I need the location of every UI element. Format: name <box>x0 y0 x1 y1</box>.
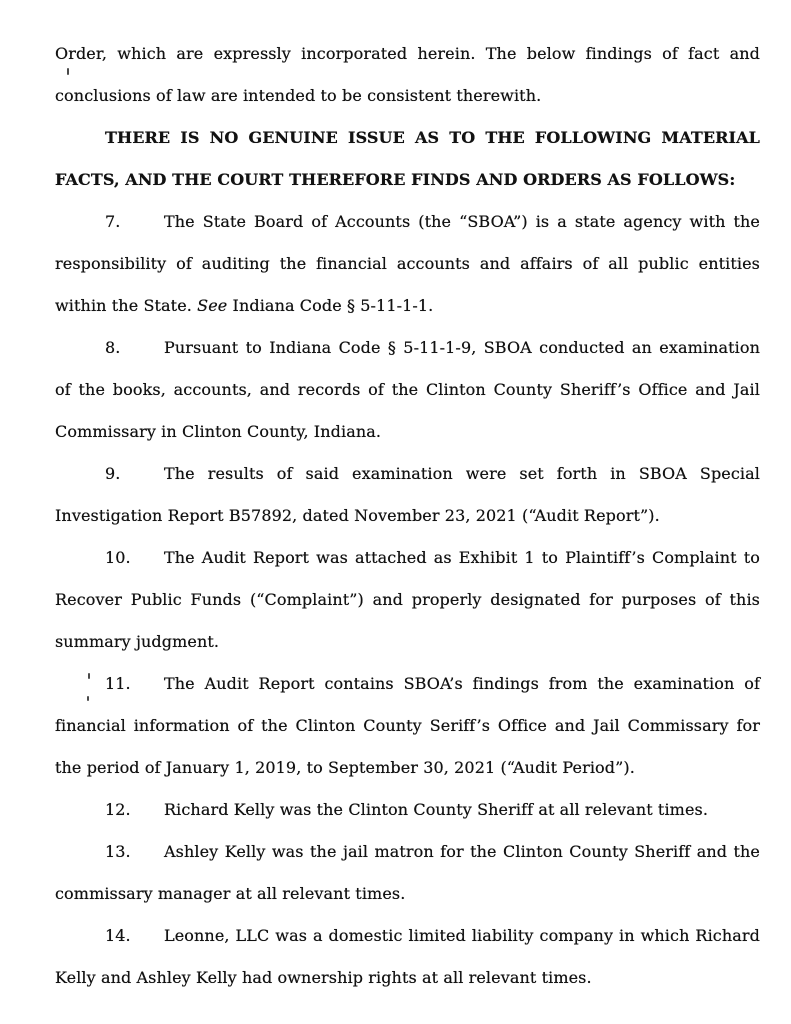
paragraph-text: Ashley Kelly was the jail matron for the Clinton County Sheriff and the commissary manager at all relevant times. <box>55 842 760 903</box>
paragraph-text: THERE IS NO GENUINE ISSUE AS TO THE FOLLOWING MATERIAL FACTS, AND THE COURT THEREFORE FINDS AND ORDERS AS FOLLOWS: <box>55 128 760 189</box>
paragraph-text: The State Board of Accounts (the “SBOA”) is a state agency with the responsibility of auditing the financial accounts and affairs of all public entities within the State. <box>55 212 760 315</box>
paragraph-number: 10. <box>105 548 131 567</box>
document-body <box>55 33 760 999</box>
paragraph-text: Richard Kelly was the Clinton County Sheriff at all relevant times. <box>164 800 709 819</box>
paragraph-number: 14. <box>105 926 131 945</box>
paragraph-text: The Audit Report contains SBOA’s findings from the examination of financial information of the Clinton County Seriff’s Office and Jail Commissary for the period of January 1, 2019, to September 30, 2021 (“Audit Period”). <box>55 674 760 777</box>
paragraph-text: Pursuant to Indiana Code § 5-11-1-9, SBOA conducted an examination of the books, accounts, and records of the Clinton County Sheriff’s Office and Jail Commissary in Clinton County, Indiana. <box>55 338 760 441</box>
paragraph-finding-14 <box>55 915 760 999</box>
paragraph-finding-8 <box>55 327 760 453</box>
paragraph-number: 9. <box>105 464 121 483</box>
paragraph-finding-11 <box>55 663 760 789</box>
paragraph-number: 12. <box>105 800 131 819</box>
paragraph-text: The Audit Report was attached as Exhibit 1 to Plaintiff’s Complaint to Recover Public Funds (“Complaint”) and properly designated for purposes of this summary judgment. <box>55 548 760 651</box>
scan-artifact <box>88 673 90 679</box>
scan-artifact <box>87 696 89 701</box>
paragraph-text: Indiana Code § 5-11-1-1. <box>227 296 434 315</box>
paragraph-number: 8. <box>105 338 121 357</box>
paragraph-finding-7 <box>55 201 760 327</box>
paragraph-text: Order, which are expressly incorporated herein. The below findings of fact and conclusions of law are intended to be consistent therewith. <box>55 44 760 105</box>
paragraph-finding-9 <box>55 453 760 537</box>
paragraph-text: Leonne, LLC was a domestic limited liability company in which Richard Kelly and Ashley Kelly had ownership rights at all relevant times. <box>55 926 760 987</box>
paragraph-intro-continuation <box>55 33 760 117</box>
citation-signal-italic: See <box>197 296 228 315</box>
scan-artifact <box>67 68 69 75</box>
paragraph-number: 13. <box>105 842 131 861</box>
paragraph-material-facts-heading <box>55 117 760 201</box>
paragraph-text: The results of said examination were set forth in SBOA Special Investigation Report B57892, dated November 23, 2021 (“Audit Report”). <box>55 464 760 525</box>
paragraph-finding-12 <box>55 789 760 831</box>
paragraph-finding-13 <box>55 831 760 915</box>
paragraph-finding-10 <box>55 537 760 663</box>
paragraph-number: 7. <box>105 212 121 231</box>
paragraph-number: 11. <box>105 674 131 693</box>
